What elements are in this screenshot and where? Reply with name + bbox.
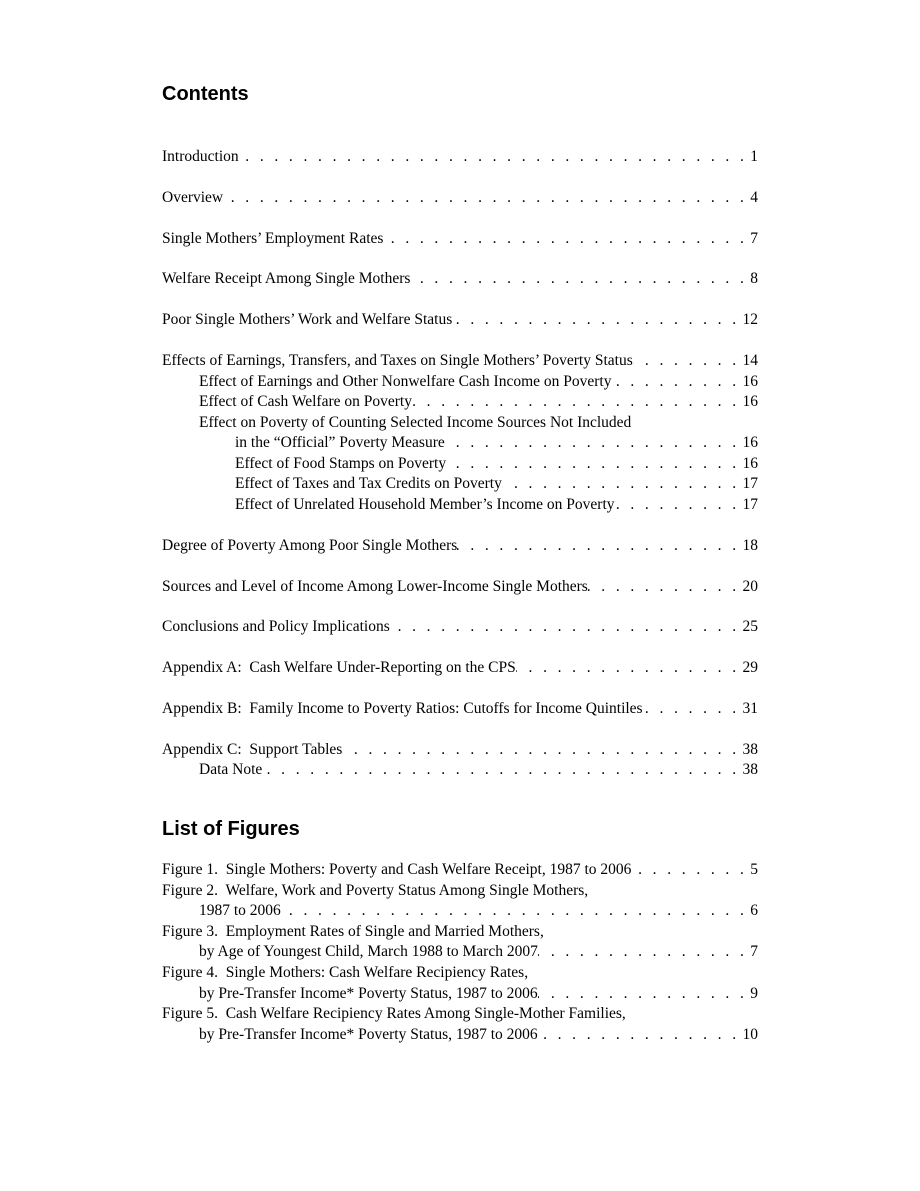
toc-entry-title: Sources and Level of Income Among Lower-Income Single Mothers bbox=[162, 577, 588, 595]
toc-entry-page: 16 bbox=[742, 434, 758, 452]
toc-entry-page: 31 bbox=[742, 699, 758, 717]
toc-subentry[interactable] bbox=[162, 413, 758, 434]
toc-entry-page: 17 bbox=[742, 496, 758, 514]
toc-entry-page: 16 bbox=[742, 454, 758, 472]
toc-entry-title: Appendix A: Cash Welfare Under-Reporting on the CPS bbox=[162, 659, 516, 677]
toc-entry-page: 16 bbox=[742, 372, 758, 390]
dot-leader bbox=[383, 229, 750, 250]
dot-leader bbox=[390, 617, 743, 638]
toc-entry[interactable] bbox=[162, 269, 758, 290]
toc-entry-page: 8 bbox=[750, 270, 758, 288]
dot-leader bbox=[643, 699, 743, 720]
figure-entry-title: by Pre-Transfer Income* Poverty Status, 1987 to 2006 bbox=[199, 984, 538, 1002]
toc-entry[interactable] bbox=[162, 229, 758, 250]
toc-entry[interactable] bbox=[162, 740, 758, 761]
figure-entry-title: Figure 3. Employment Rates of Single and Married Mothers, bbox=[162, 922, 544, 940]
toc-subentry[interactable] bbox=[162, 392, 758, 413]
toc-entry[interactable] bbox=[162, 536, 758, 557]
toc-subentry[interactable] bbox=[162, 454, 758, 475]
dot-leader bbox=[445, 433, 743, 454]
toc-subentry[interactable] bbox=[162, 474, 758, 495]
figures-list bbox=[162, 860, 758, 1045]
dot-leader bbox=[223, 188, 750, 209]
dot-leader bbox=[538, 1025, 743, 1046]
figure-entry-continuation[interactable] bbox=[162, 901, 758, 922]
figure-entry-continuation[interactable] bbox=[162, 942, 758, 963]
dot-leader bbox=[631, 860, 750, 881]
figure-entry-page: 10 bbox=[742, 1025, 758, 1043]
toc-entry-page: 38 bbox=[742, 740, 758, 758]
figure-entry-title: by Pre-Transfer Income* Poverty Status, 1987 to 2006 bbox=[199, 1025, 538, 1043]
dot-leader bbox=[342, 740, 742, 761]
dot-leader bbox=[588, 577, 743, 598]
dot-leader bbox=[452, 310, 742, 331]
dot-leader bbox=[611, 372, 742, 393]
figure-entry[interactable] bbox=[162, 963, 758, 984]
toc-entry[interactable] bbox=[162, 310, 758, 331]
figure-entry-continuation[interactable] bbox=[162, 984, 758, 1005]
toc-entry[interactable] bbox=[162, 351, 758, 372]
toc-entry-title: Effect of Cash Welfare on Poverty bbox=[199, 393, 412, 411]
figure-entry[interactable] bbox=[162, 860, 758, 881]
dot-leader bbox=[516, 658, 743, 679]
toc-entry-page: 7 bbox=[750, 229, 758, 247]
toc-entry-title: Poor Single Mothers’ Work and Welfare Status bbox=[162, 311, 453, 329]
figure-entry-page: 7 bbox=[750, 943, 758, 961]
toc-entry-title: in the “Official” Poverty Measure bbox=[235, 434, 445, 452]
toc-entry-title: Single Mothers’ Employment Rates bbox=[162, 229, 384, 247]
toc-entry-page: 38 bbox=[742, 761, 758, 779]
figure-entry-page: 9 bbox=[750, 984, 758, 1002]
toc-entry-title: Effect of Earnings and Other Nonwelfare Cash Income on Poverty bbox=[199, 372, 612, 390]
contents-list bbox=[162, 147, 758, 781]
toc-entry-title: Effect on Poverty of Counting Selected Income Sources Not Included bbox=[199, 413, 632, 431]
toc-entry-title: Degree of Poverty Among Poor Single Mothers bbox=[162, 536, 458, 554]
figure-entry-title: Figure 4. Single Mothers: Cash Welfare Recipiency Rates, bbox=[162, 963, 529, 981]
toc-subentry[interactable] bbox=[162, 433, 758, 454]
toc-entry-page: 29 bbox=[742, 659, 758, 677]
dot-leader bbox=[412, 392, 743, 413]
figure-entry-title: Figure 5. Cash Welfare Recipiency Rates Among Single-Mother Families, bbox=[162, 1005, 626, 1023]
toc-entry-title: Appendix C: Support Tables bbox=[162, 740, 343, 758]
toc-entry-page: 1 bbox=[750, 148, 758, 165]
toc-entry-page: 25 bbox=[742, 618, 758, 636]
toc-entry-page: 4 bbox=[750, 188, 758, 206]
toc-entry-title: Appendix B: Family Income to Poverty Ratios: Cutoffs for Income Quintiles bbox=[162, 699, 643, 717]
dot-leader bbox=[538, 984, 751, 1005]
toc-entry-page: 16 bbox=[742, 393, 758, 411]
figure-entry-title: Figure 1. Single Mothers: Poverty and Cash Welfare Receipt, 1987 to 2006 bbox=[162, 861, 632, 878]
toc-entry-title: Effects of Earnings, Transfers, and Taxes on Single Mothers’ Poverty Status bbox=[162, 351, 633, 369]
toc-entry-title: Effect of Unrelated Household Member’s Income on Poverty bbox=[235, 496, 615, 514]
toc-entry-page: 14 bbox=[742, 351, 758, 369]
figure-entry-continuation[interactable] bbox=[162, 1025, 758, 1046]
toc-entry-page: 12 bbox=[742, 311, 758, 329]
toc-entry[interactable] bbox=[162, 147, 758, 168]
figure-entry-title: by Age of Youngest Child, March 1988 to March 2007 bbox=[199, 943, 538, 961]
toc-entry-title: Overview bbox=[162, 188, 224, 206]
toc-entry-title: Conclusions and Policy Implications bbox=[162, 618, 390, 636]
toc-entry[interactable] bbox=[162, 577, 758, 598]
toc-entry[interactable] bbox=[162, 658, 758, 679]
toc-entry[interactable] bbox=[162, 617, 758, 638]
toc-subentry[interactable] bbox=[162, 372, 758, 393]
dot-leader bbox=[538, 942, 750, 963]
toc-entry-title: Effect of Taxes and Tax Credits on Poverty bbox=[235, 475, 502, 493]
toc-subentry[interactable] bbox=[162, 760, 758, 781]
figure-entry-title: 1987 to 2006 bbox=[199, 902, 281, 920]
dot-leader bbox=[262, 760, 742, 781]
figure-entry[interactable] bbox=[162, 881, 758, 902]
toc-entry-page: 18 bbox=[742, 536, 758, 554]
figures-heading: List of Figures bbox=[162, 818, 300, 840]
contents-heading: Contents bbox=[162, 83, 249, 105]
dot-leader bbox=[457, 536, 742, 557]
dot-leader bbox=[502, 474, 743, 495]
dot-leader bbox=[633, 351, 743, 372]
toc-entry[interactable] bbox=[162, 699, 758, 720]
toc-entry-page: 20 bbox=[742, 577, 758, 595]
dot-leader bbox=[615, 495, 743, 516]
toc-entry[interactable] bbox=[162, 188, 758, 209]
figure-entry[interactable] bbox=[162, 922, 758, 943]
toc-entry-title: Data Note bbox=[199, 761, 263, 779]
toc-entry-title: Introduction bbox=[162, 148, 239, 165]
toc-entry-title: Welfare Receipt Among Single Mothers bbox=[162, 270, 411, 288]
toc-entry-title: Effect of Food Stamps on Poverty bbox=[235, 454, 447, 472]
dot-leader bbox=[281, 901, 750, 922]
toc-entry-page: 17 bbox=[742, 475, 758, 493]
dot-leader bbox=[446, 454, 742, 475]
dot-leader bbox=[410, 269, 750, 290]
toc-subentry[interactable] bbox=[162, 495, 758, 516]
figure-entry[interactable] bbox=[162, 1004, 758, 1025]
dot-leader bbox=[239, 147, 751, 168]
figure-entry-page: 6 bbox=[750, 902, 758, 920]
figure-entry-page: 5 bbox=[750, 861, 758, 878]
figure-entry-title: Figure 2. Welfare, Work and Poverty Status Among Single Mothers, bbox=[162, 881, 589, 899]
